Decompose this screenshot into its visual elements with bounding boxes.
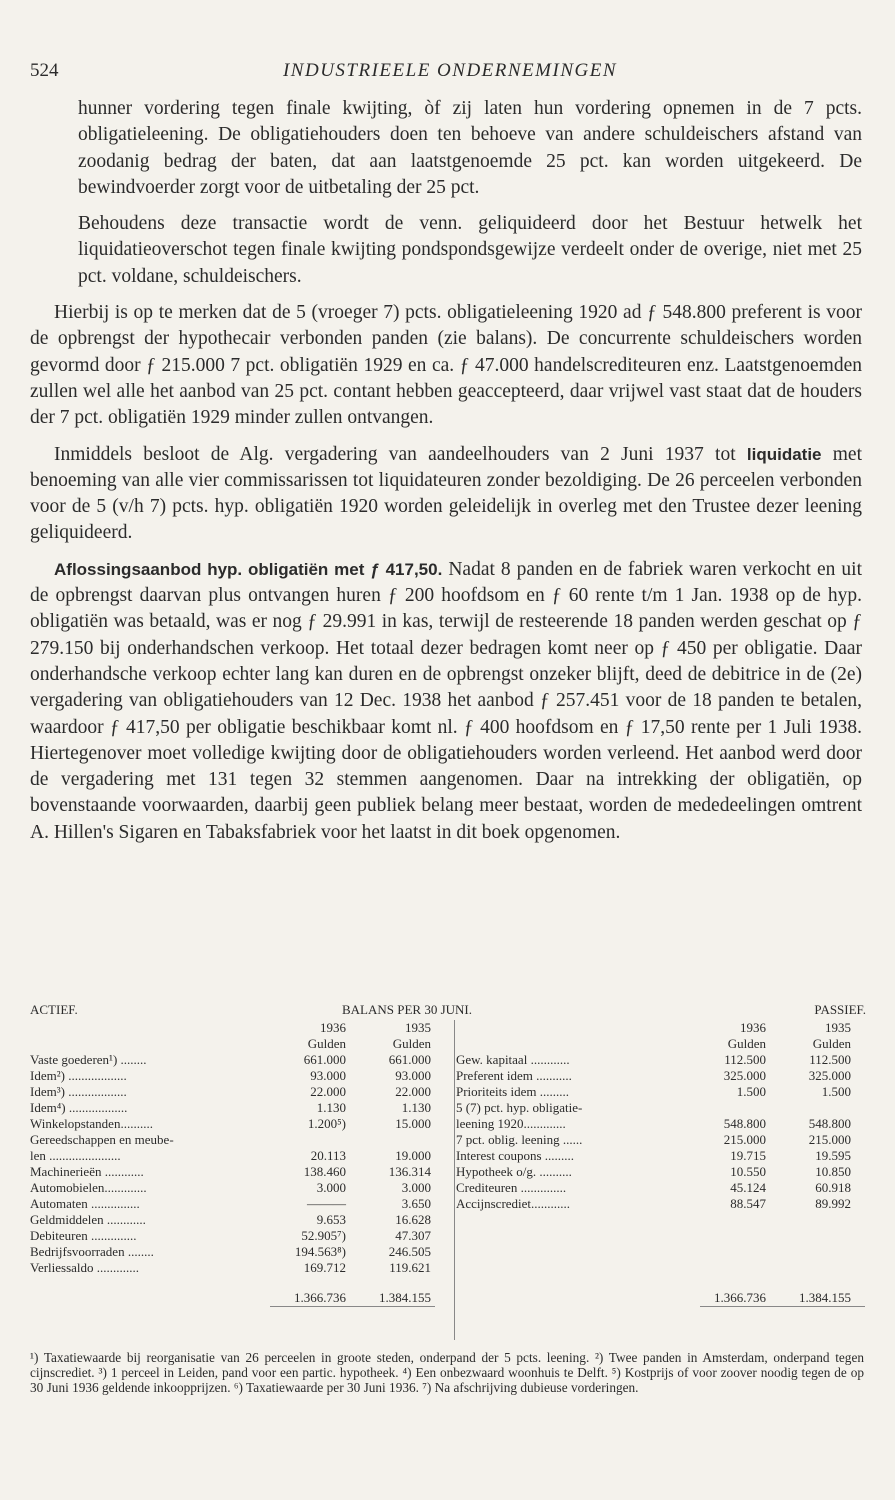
unit-label: Gulden bbox=[307, 1036, 346, 1051]
value-1936: 45.124 bbox=[730, 1180, 766, 1195]
value-1936: 548.800 bbox=[723, 1116, 766, 1131]
balance-row bbox=[30, 1068, 444, 1084]
body-text bbox=[30, 96, 862, 856]
value-1935: 136.314 bbox=[388, 1164, 431, 1179]
unit-label: Gulden bbox=[812, 1036, 851, 1051]
balance-row bbox=[30, 1196, 444, 1212]
row-label: len ...................... bbox=[30, 1148, 121, 1163]
value-1936: 9.653 bbox=[316, 1212, 346, 1227]
value-1936: 20.113 bbox=[310, 1148, 346, 1163]
row-label: Idem⁴) .................. bbox=[30, 1100, 128, 1115]
value-1936: 1.500 bbox=[736, 1084, 766, 1099]
bold-term: liquidatie bbox=[746, 444, 822, 464]
row-label: leening 1920............. bbox=[455, 1116, 566, 1131]
row-label: Debiteuren .............. bbox=[30, 1228, 137, 1243]
balance-row bbox=[456, 1148, 866, 1164]
value-1935: 16.628 bbox=[395, 1212, 431, 1227]
balance-sheet bbox=[30, 1002, 866, 1306]
balance-row bbox=[30, 1212, 444, 1228]
value-1936: 88.547 bbox=[730, 1196, 766, 1211]
page-number: 524 bbox=[30, 60, 59, 81]
row-label: Interest coupons ......... bbox=[455, 1148, 575, 1163]
balance-row bbox=[30, 1084, 444, 1100]
row-label: Verliessaldo ............. bbox=[30, 1260, 140, 1275]
total-rule bbox=[270, 1306, 435, 1307]
paragraph bbox=[30, 442, 862, 547]
value-1936: 325.000 bbox=[723, 1068, 766, 1083]
value-1936: 215.000 bbox=[723, 1132, 766, 1147]
value-1935: 10.850 bbox=[815, 1164, 851, 1179]
unit-label: Gulden bbox=[392, 1036, 431, 1051]
value-1936: 93.000 bbox=[310, 1068, 346, 1083]
value-1936: 112.500 bbox=[724, 1052, 766, 1067]
page-header bbox=[30, 60, 870, 86]
value-1935: 119.621 bbox=[389, 1260, 431, 1275]
year-1936: 1936 bbox=[320, 1020, 346, 1035]
liabilities-rows bbox=[456, 1052, 866, 1212]
paragraph-text: Inmiddels besloot de Alg. vergadering van aandeelhouders van 2 Juni 1937 tot bbox=[54, 443, 747, 465]
balance-row bbox=[456, 1100, 866, 1116]
value-1935: 15.000 bbox=[395, 1116, 431, 1131]
paragraph: hunner vordering tegen finale kwijting, òf zij laten hun vordering opnemen in de 7 pcts. obligatieleening. De obligatiehouders doen ten behoeve van andere schuldeischers afstand van zoodanig bedrag der baten, dat aan laatstgenoemde 25 pct. kan worden uitgekeerd. De bewindvoerder zorgt voor de uitbetaling der 25 pct. bbox=[78, 98, 862, 198]
value-1936: 661.000 bbox=[303, 1052, 346, 1067]
value-1936 bbox=[678, 1100, 766, 1116]
row-label: Gew. kapitaal ............ bbox=[455, 1052, 570, 1067]
balance-row bbox=[456, 1132, 866, 1148]
value-1935 bbox=[766, 1100, 851, 1116]
balance-row bbox=[30, 1164, 444, 1180]
value-1935: 246.505 bbox=[388, 1244, 431, 1259]
balance-row bbox=[30, 1132, 444, 1148]
total-1936: 1.366.736 bbox=[713, 1290, 766, 1305]
row-label: 7 pct. oblig. leening ...... bbox=[455, 1132, 583, 1147]
balance-row bbox=[30, 1052, 444, 1068]
value-1935: 325.000 bbox=[808, 1068, 851, 1083]
row-label: Accijnscrediet............ bbox=[455, 1196, 571, 1211]
row-label: Geldmiddelen ............ bbox=[30, 1212, 146, 1227]
row-label: 5 (7) pct. hyp. obligatie- bbox=[455, 1100, 583, 1115]
assets-rows bbox=[30, 1052, 444, 1276]
footnotes: ¹) Taxatiewaarde bij reorganisatie van 26 perceelen in groote steden, onderpand der 5 pcts. leening. ²) Twee panden in Amsterdam, onderpand tegen cijnscrediet. ³) 1 perceel in Leiden, pand voor een partic. hypotheek. ⁴) Een onbezwaard woonhuis te Delft. ⁵) Kostprijs of voor zoover noodig tegen de op 30 Juni 1936 geldende inkoopprijzen. ⁶) Taxatiewaarde per 30 Juni 1936. ⁷) Na afschrijving dubieuse vorderingen. bbox=[30, 1350, 864, 1395]
balance-row bbox=[456, 1068, 866, 1084]
row-label: Machinerieën ............ bbox=[30, 1164, 144, 1179]
value-1936: 1.130 bbox=[316, 1100, 346, 1115]
year-1935: 1935 bbox=[405, 1020, 431, 1035]
row-label: Idem³) .................. bbox=[30, 1084, 127, 1099]
balance-row bbox=[456, 1052, 866, 1068]
year-1935: 1935 bbox=[824, 1020, 851, 1035]
value-1935: 47.307 bbox=[395, 1228, 431, 1243]
balance-row bbox=[456, 1116, 866, 1132]
liabilities-total-row bbox=[456, 1290, 866, 1306]
value-1935: 60.918 bbox=[815, 1180, 851, 1195]
unit-label: Gulden bbox=[727, 1036, 766, 1051]
value-1936: 169.712 bbox=[303, 1260, 346, 1275]
value-1935: 1.130 bbox=[401, 1100, 431, 1115]
paragraph: Hierbij is op te merken dat de 5 (vroeger 7) pcts. obligatieleening 1920 ad ƒ 548.800 preferent is voor de opbrengst der hypothecair verbonden panden (zie balans). De concurrente schuldeischers worden gevormd door ƒ 215.000 7 pct. obligatiën 1929 en ca. ƒ 47.000 handelscrediteuren enz. Laatstgenoemden zullen wel alle het aanbod van 25 pct. contant hebben geaccepteerd, daar vrijwel vast staat dat de houders der 7 pct. obligatiën 1929 minder zullen ontvangen. bbox=[30, 302, 862, 429]
value-1935: 93.000 bbox=[395, 1068, 431, 1083]
paragraph bbox=[30, 557, 862, 846]
balance-row bbox=[456, 1084, 866, 1100]
value-1935: 19.595 bbox=[815, 1148, 851, 1163]
year-1936: 1936 bbox=[739, 1020, 766, 1035]
value-1936: 194.563⁸) bbox=[294, 1244, 346, 1259]
value-1935: 548.800 bbox=[808, 1116, 851, 1131]
value-1936 bbox=[258, 1132, 346, 1148]
row-label: Vaste goederen¹) ........ bbox=[30, 1052, 147, 1067]
row-label: Winkelopstanden.......... bbox=[30, 1116, 153, 1131]
paragraph-text: Nadat 8 panden en de fabriek waren verkocht en uit de opbrengst daarvan plus ontvangen huren ƒ 200 hoofdsom en ƒ 60 rente t/m 1 Jan. 1938 op de hyp. obligatiën was betaald, was er nog ƒ 29.991 in kas, terwijl de resteerende 18 panden werden geschat op ƒ 279.150 bij onderhandschen verkoop. Het totaal dezer bedragen komt neer op ƒ 450 per obligatie. Daar onderhandsche verkoop echter lang kan duren en de opbrengst onzeker blijft, deed de debitrice in de (2e) vergadering van obligatiehouders van 12 Dec. 1938 het aanbod ƒ 257.451 voor de 18 panden te betalen, waardoor ƒ 417,50 per obligatie beschikbaar komt nl. ƒ 400 hoofdsom en ƒ 17,50 rente per 1 Juli 1938. Hiertegenover moet volledige kwijting door de obligatiehouders worden verleend. Het aanbod werd door de vergadering met 131 tegen 32 stemmen aangenomen. Daar na intrekking der obligatiën, op bovenstaande voorwaarden, daarbij geen publiek belang meer bestaat, worden de mededeelingen omtrent A. Hillen's Sigaren en Tabaksfabriek voor het laatst in dit boek opgenomen. bbox=[30, 558, 862, 843]
row-label: Bedrijfsvoorraden ........ bbox=[30, 1244, 154, 1259]
value-1936: 22.000 bbox=[310, 1084, 346, 1099]
row-label: Crediteuren .............. bbox=[455, 1180, 567, 1195]
running-title: INDUSTRIEELE ONDERNEMINGEN bbox=[282, 60, 617, 81]
balance-row bbox=[456, 1180, 866, 1196]
total-1935: 1.384.155 bbox=[379, 1290, 431, 1305]
paragraph-text: met benoeming van alle vier commissarissen tot liquidateuren zonder bezoldiging. De 26 perceelen verbonden voor de 5 (v/h 7) pcts. hyp. obligatiën 1920 worden geleidelijk in overleg met den Trustee dezer leening geliquideerd. bbox=[30, 443, 862, 544]
row-label: Idem²) .................. bbox=[30, 1068, 127, 1083]
value-1936: 3.000 bbox=[316, 1180, 346, 1195]
balance-heading bbox=[30, 1002, 866, 1020]
liabilities-side bbox=[444, 1020, 866, 1306]
assets-side bbox=[30, 1020, 444, 1306]
total-1936: 1.366.736 bbox=[294, 1290, 346, 1305]
row-label: Automaten ............... bbox=[30, 1196, 140, 1211]
value-1935: 89.992 bbox=[815, 1196, 851, 1211]
row-label: Hypotheek o/g. .......... bbox=[455, 1164, 572, 1179]
value-1935: 661.000 bbox=[388, 1052, 431, 1067]
row-label: Gereedschappen en meube- bbox=[30, 1132, 174, 1147]
balance-row bbox=[456, 1164, 866, 1180]
value-1936: 138.460 bbox=[303, 1164, 346, 1179]
total-rule bbox=[700, 1306, 865, 1307]
value-1936: 52.905⁷) bbox=[301, 1228, 346, 1243]
value-1935: 19.000 bbox=[395, 1148, 431, 1163]
balance-title: BALANS PER 30 JUNI. bbox=[342, 1002, 473, 1017]
balance-row bbox=[30, 1148, 444, 1164]
assets-heading: ACTIEF. bbox=[30, 1002, 78, 1017]
value-1935: 22.000 bbox=[395, 1084, 431, 1099]
total-1935: 1.384.155 bbox=[798, 1290, 851, 1305]
balance-row bbox=[30, 1100, 444, 1116]
value-1935: 3.000 bbox=[401, 1180, 431, 1195]
liabilities-heading: PASSIEF. bbox=[814, 1002, 866, 1017]
row-label: Preferent idem ........... bbox=[455, 1068, 572, 1083]
value-1935: 1.500 bbox=[821, 1084, 851, 1099]
paragraph: Behoudens deze transactie wordt de venn. geliquideerd door het Bestuur hetwelk het liquidatieoverschot tegen finale kwijting pondspondsgewijze verdeelt onder de overige, niet met 25 pct. voldane, schuldeischers. bbox=[78, 213, 862, 287]
balance-row bbox=[30, 1116, 444, 1132]
balance-row bbox=[456, 1196, 866, 1212]
value-1936: ——— bbox=[307, 1196, 346, 1211]
section-heading: Aflossingsaanbod hyp. obligatiën met ƒ 417,50. bbox=[54, 559, 443, 579]
assets-total-row bbox=[30, 1290, 444, 1306]
row-label: Automobielen............. bbox=[30, 1180, 147, 1195]
value-1936: 10.550 bbox=[730, 1164, 766, 1179]
balance-row bbox=[30, 1228, 444, 1244]
value-1935: 112.500 bbox=[809, 1052, 851, 1067]
row-label: Prioriteits idem ......... bbox=[455, 1084, 569, 1099]
value-1935: 3.650 bbox=[401, 1196, 431, 1211]
value-1936: 1.200⁵) bbox=[307, 1116, 346, 1131]
value-1935 bbox=[346, 1132, 431, 1148]
value-1936: 19.715 bbox=[730, 1148, 766, 1163]
balance-row bbox=[30, 1260, 444, 1276]
balance-row bbox=[30, 1244, 444, 1260]
balance-row bbox=[30, 1180, 444, 1196]
value-1935: 215.000 bbox=[808, 1132, 851, 1147]
